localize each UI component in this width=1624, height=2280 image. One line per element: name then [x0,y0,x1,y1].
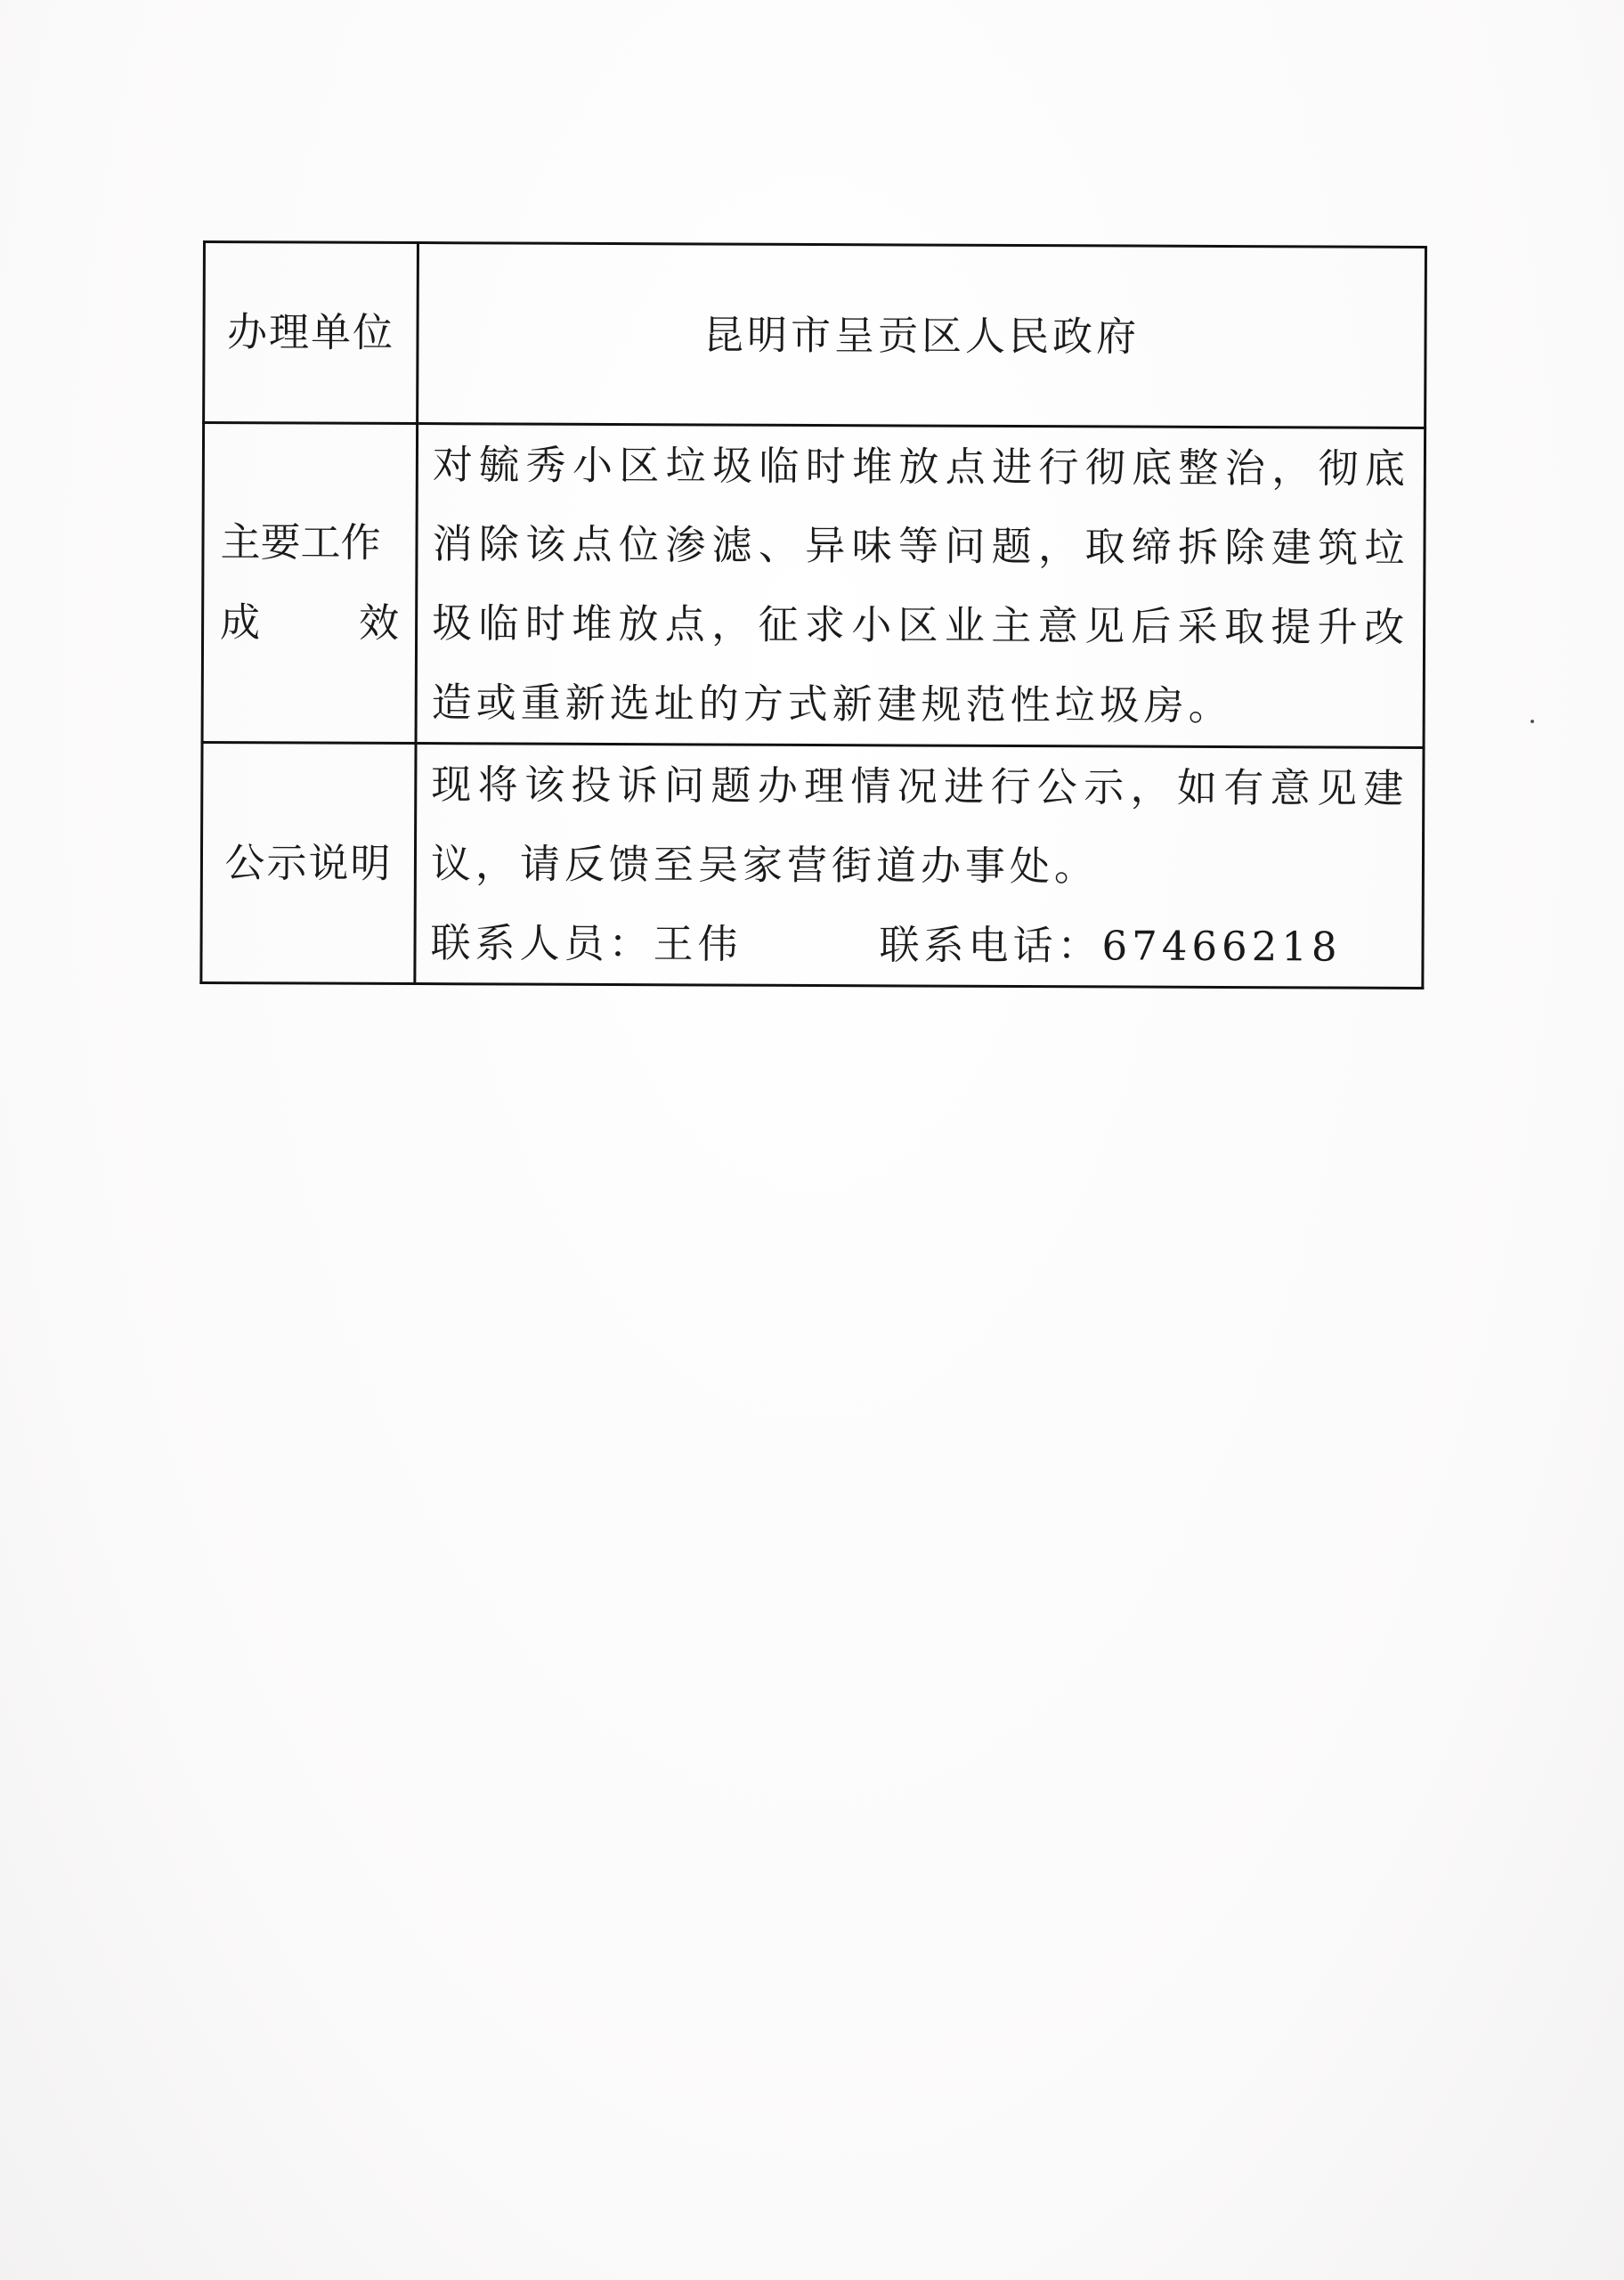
row-main-results [202,423,1425,748]
contact-line [416,903,1421,987]
handling-unit-label-cell [204,242,418,424]
row-publicity-note [201,743,1424,989]
handling-unit-value: 昆明市呈贡区人民政府 [702,310,1141,361]
row-handling-unit [204,242,1426,428]
main-results-label [204,502,416,664]
main-results-text-cell [416,424,1425,748]
publicity-note-text-cell [415,744,1424,989]
handling-unit-value-cell [418,243,1426,428]
contact-person: 联系人员：王伟 [430,919,743,968]
main-results-label-cell [202,423,418,744]
contact-phone: 联系电话：67466218 [879,921,1342,971]
handling-unit-label: 办理单位 [226,308,395,356]
publicity-note-label-cell [201,743,416,984]
scan-speck [1531,720,1534,723]
main-results-label-char-a: 成 [220,598,261,647]
publicity-note-label: 公示说明 [224,838,393,887]
main-results-text: 对毓秀小区垃圾临时堆放点进行彻底整治，彻底消除该点位渗滤、异味等问题，取缔拆除建筑垃圾临时堆放点，征求小区业主意见后采取提升改造或重新选址的方式新建规范性垃圾房。 [431,441,1410,730]
main-results-label-line1: 主要工作 [220,518,381,566]
publicity-table [199,240,1427,989]
publicity-note-text: 现将该投诉问题办理情况进行公示，如有意见建议，请反馈至吴家营街道办事处。 [430,761,1409,891]
main-results-label-line2 [220,582,399,664]
main-results-label-char-b: 效 [358,598,400,647]
